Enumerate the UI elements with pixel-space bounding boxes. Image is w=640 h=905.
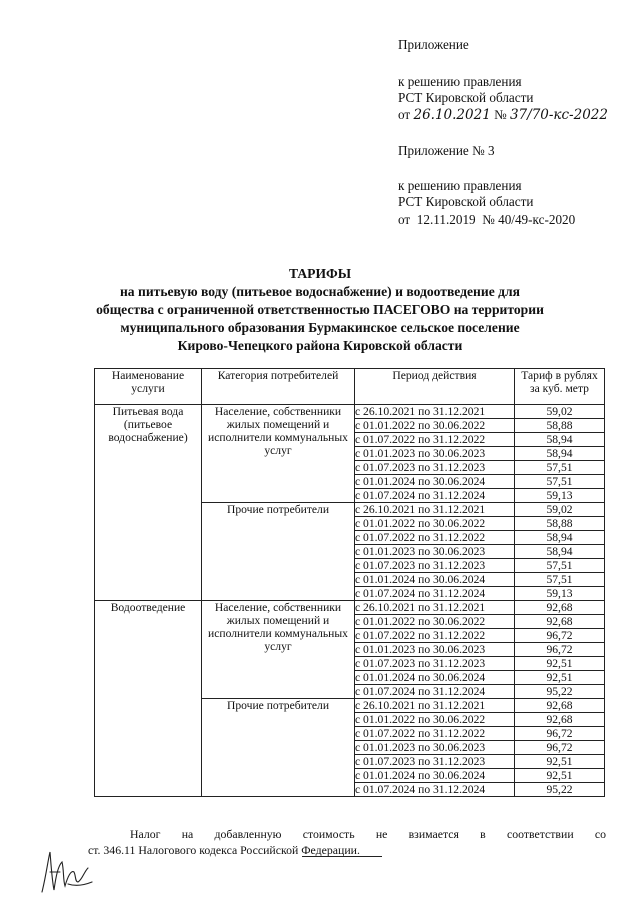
tariff-cell: 92,51 bbox=[515, 671, 605, 685]
appendix-label: Приложение bbox=[398, 37, 469, 52]
header-service: Наименование услуги bbox=[95, 369, 202, 405]
period-cell: с 01.07.2023 по 31.12.2023 bbox=[355, 657, 515, 671]
period-cell: с 26.10.2021 по 31.12.2021 bbox=[355, 699, 515, 713]
category-cell: Население, собственники жилых помещений и исполнители коммунальных услуг bbox=[202, 405, 355, 503]
tariff-cell: 92,68 bbox=[515, 713, 605, 727]
tariff-cell: 58,94 bbox=[515, 447, 605, 461]
period-cell: с 01.07.2024 по 31.12.2024 bbox=[355, 587, 515, 601]
period-cell: с 26.10.2021 по 31.12.2021 bbox=[355, 503, 515, 517]
period-cell: с 01.07.2024 по 31.12.2024 bbox=[355, 783, 515, 797]
tariff-cell: 96,72 bbox=[515, 727, 605, 741]
title-line-1: на питьевую воду (питьевое водоснабжение) и водоотведение для bbox=[119, 284, 521, 299]
number-prefix: № bbox=[494, 107, 507, 122]
tariff-cell: 58,88 bbox=[515, 517, 605, 531]
category-cell: Прочие потребители bbox=[202, 699, 355, 797]
category-cell: Прочие потребители bbox=[202, 503, 355, 601]
vat-note-line-1: Налог на добавленную стоимость не взимается в соответствии со bbox=[130, 827, 606, 841]
period-cell: с 01.01.2024 по 30.06.2024 bbox=[355, 475, 515, 489]
decision-line-2: к решению правления bbox=[398, 178, 522, 193]
period-cell: с 01.07.2022 по 31.12.2022 bbox=[355, 433, 515, 447]
tariff-cell: 58,94 bbox=[515, 531, 605, 545]
signature bbox=[38, 846, 96, 896]
tariff-cell: 59,02 bbox=[515, 503, 605, 517]
table-row bbox=[95, 405, 605, 419]
handwritten-date: 26.10.2021 bbox=[413, 107, 491, 123]
tariff-cell: 92,68 bbox=[515, 615, 605, 629]
tariff-cell: 92,51 bbox=[515, 755, 605, 769]
period-cell: с 01.01.2023 по 30.06.2023 bbox=[355, 741, 515, 755]
period-cell: с 26.10.2021 по 31.12.2021 bbox=[355, 405, 515, 419]
tariff-cell: 92,51 bbox=[515, 769, 605, 783]
decision-line: к решению правления bbox=[398, 74, 522, 89]
org-line: РСТ Кировской области bbox=[398, 90, 534, 105]
period-cell: с 01.01.2022 по 30.06.2022 bbox=[355, 419, 515, 433]
vat-note-line-2: ст. 346.11 Налогового кодекса Российской Федерации. bbox=[88, 843, 360, 857]
tariffs-table bbox=[94, 368, 605, 797]
tariff-cell: 95,22 bbox=[515, 685, 605, 699]
tariff-cell: 58,94 bbox=[515, 545, 605, 559]
table-header-row bbox=[95, 369, 605, 405]
tariff-cell: 96,72 bbox=[515, 741, 605, 755]
title-line-2: общества с ограниченной ответственностью ПАСЕГОВО на территории bbox=[96, 302, 544, 317]
service-name-cell: Питьевая вода (питьевое водоснабжение) bbox=[95, 405, 202, 601]
period-cell: с 01.07.2024 по 31.12.2024 bbox=[355, 489, 515, 503]
header-period: Период действия bbox=[355, 369, 515, 405]
date-prefix: от bbox=[398, 107, 411, 122]
period-cell: с 01.01.2022 по 30.06.2022 bbox=[355, 713, 515, 727]
tariffs-table-body bbox=[95, 405, 605, 797]
service-name-cell: Водоотведение bbox=[95, 601, 202, 797]
period-cell: с 01.01.2023 по 30.06.2023 bbox=[355, 447, 515, 461]
tariff-cell: 57,51 bbox=[515, 461, 605, 475]
tariff-cell: 95,22 bbox=[515, 783, 605, 797]
tariff-cell: 58,88 bbox=[515, 419, 605, 433]
tariff-cell: 57,51 bbox=[515, 559, 605, 573]
title-line-4: Кирово-Чепецкого района Кировской области bbox=[177, 338, 463, 353]
period-cell: с 01.01.2024 по 30.06.2024 bbox=[355, 769, 515, 783]
tariff-cell: 57,51 bbox=[515, 475, 605, 489]
org-line-2: РСТ Кировской области bbox=[398, 194, 534, 209]
period-cell: с 01.07.2024 по 31.12.2024 bbox=[355, 685, 515, 699]
tariff-cell: 58,94 bbox=[515, 433, 605, 447]
tariff-cell: 59,13 bbox=[515, 489, 605, 503]
tariff-cell: 96,72 bbox=[515, 643, 605, 657]
period-cell: с 01.07.2022 по 31.12.2022 bbox=[355, 531, 515, 545]
tariff-cell: 92,68 bbox=[515, 699, 605, 713]
period-cell: с 01.07.2023 по 31.12.2023 bbox=[355, 559, 515, 573]
period-cell: с 01.01.2022 по 30.06.2022 bbox=[355, 517, 515, 531]
tariff-cell: 59,13 bbox=[515, 587, 605, 601]
period-cell: с 01.01.2023 по 30.06.2023 bbox=[355, 643, 515, 657]
vat-note bbox=[88, 826, 606, 858]
tariff-cell: 92,68 bbox=[515, 601, 605, 615]
period-cell: с 01.01.2023 по 30.06.2023 bbox=[355, 545, 515, 559]
tariff-cell: 96,72 bbox=[515, 629, 605, 643]
period-cell: с 01.01.2022 по 30.06.2022 bbox=[355, 615, 515, 629]
tariff-cell: 57,51 bbox=[515, 573, 605, 587]
header-tariff: Тариф в рублях за куб. метр bbox=[515, 369, 605, 405]
period-cell: с 01.07.2022 по 31.12.2022 bbox=[355, 629, 515, 643]
tariff-cell: 59,02 bbox=[515, 405, 605, 419]
original-reference: от 12.11.2019 № 40/49-кс-2020 bbox=[398, 212, 576, 227]
period-cell: с 26.10.2021 по 31.12.2021 bbox=[355, 601, 515, 615]
decision-ref-line bbox=[398, 107, 608, 123]
header-category: Категория потребителей bbox=[202, 369, 355, 405]
period-cell: с 01.07.2023 по 31.12.2023 bbox=[355, 755, 515, 769]
title-heading: ТАРИФЫ bbox=[288, 266, 352, 281]
period-cell: с 01.07.2022 по 31.12.2022 bbox=[355, 727, 515, 741]
closing-rule bbox=[302, 856, 382, 857]
period-cell: с 01.07.2023 по 31.12.2023 bbox=[355, 461, 515, 475]
category-cell: Население, собственники жилых помещений и исполнители коммунальных услуг bbox=[202, 601, 355, 699]
period-cell: с 01.01.2024 по 30.06.2024 bbox=[355, 671, 515, 685]
tariff-cell: 92,51 bbox=[515, 657, 605, 671]
title-line-3: муниципального образования Бурмакинское сельское поселение bbox=[120, 320, 520, 335]
handwritten-number: 37/70-кс-2022 bbox=[509, 107, 608, 123]
period-cell: с 01.01.2024 по 30.06.2024 bbox=[355, 573, 515, 587]
appendix3-label: Приложение № 3 bbox=[398, 143, 495, 158]
table-row bbox=[95, 601, 605, 615]
